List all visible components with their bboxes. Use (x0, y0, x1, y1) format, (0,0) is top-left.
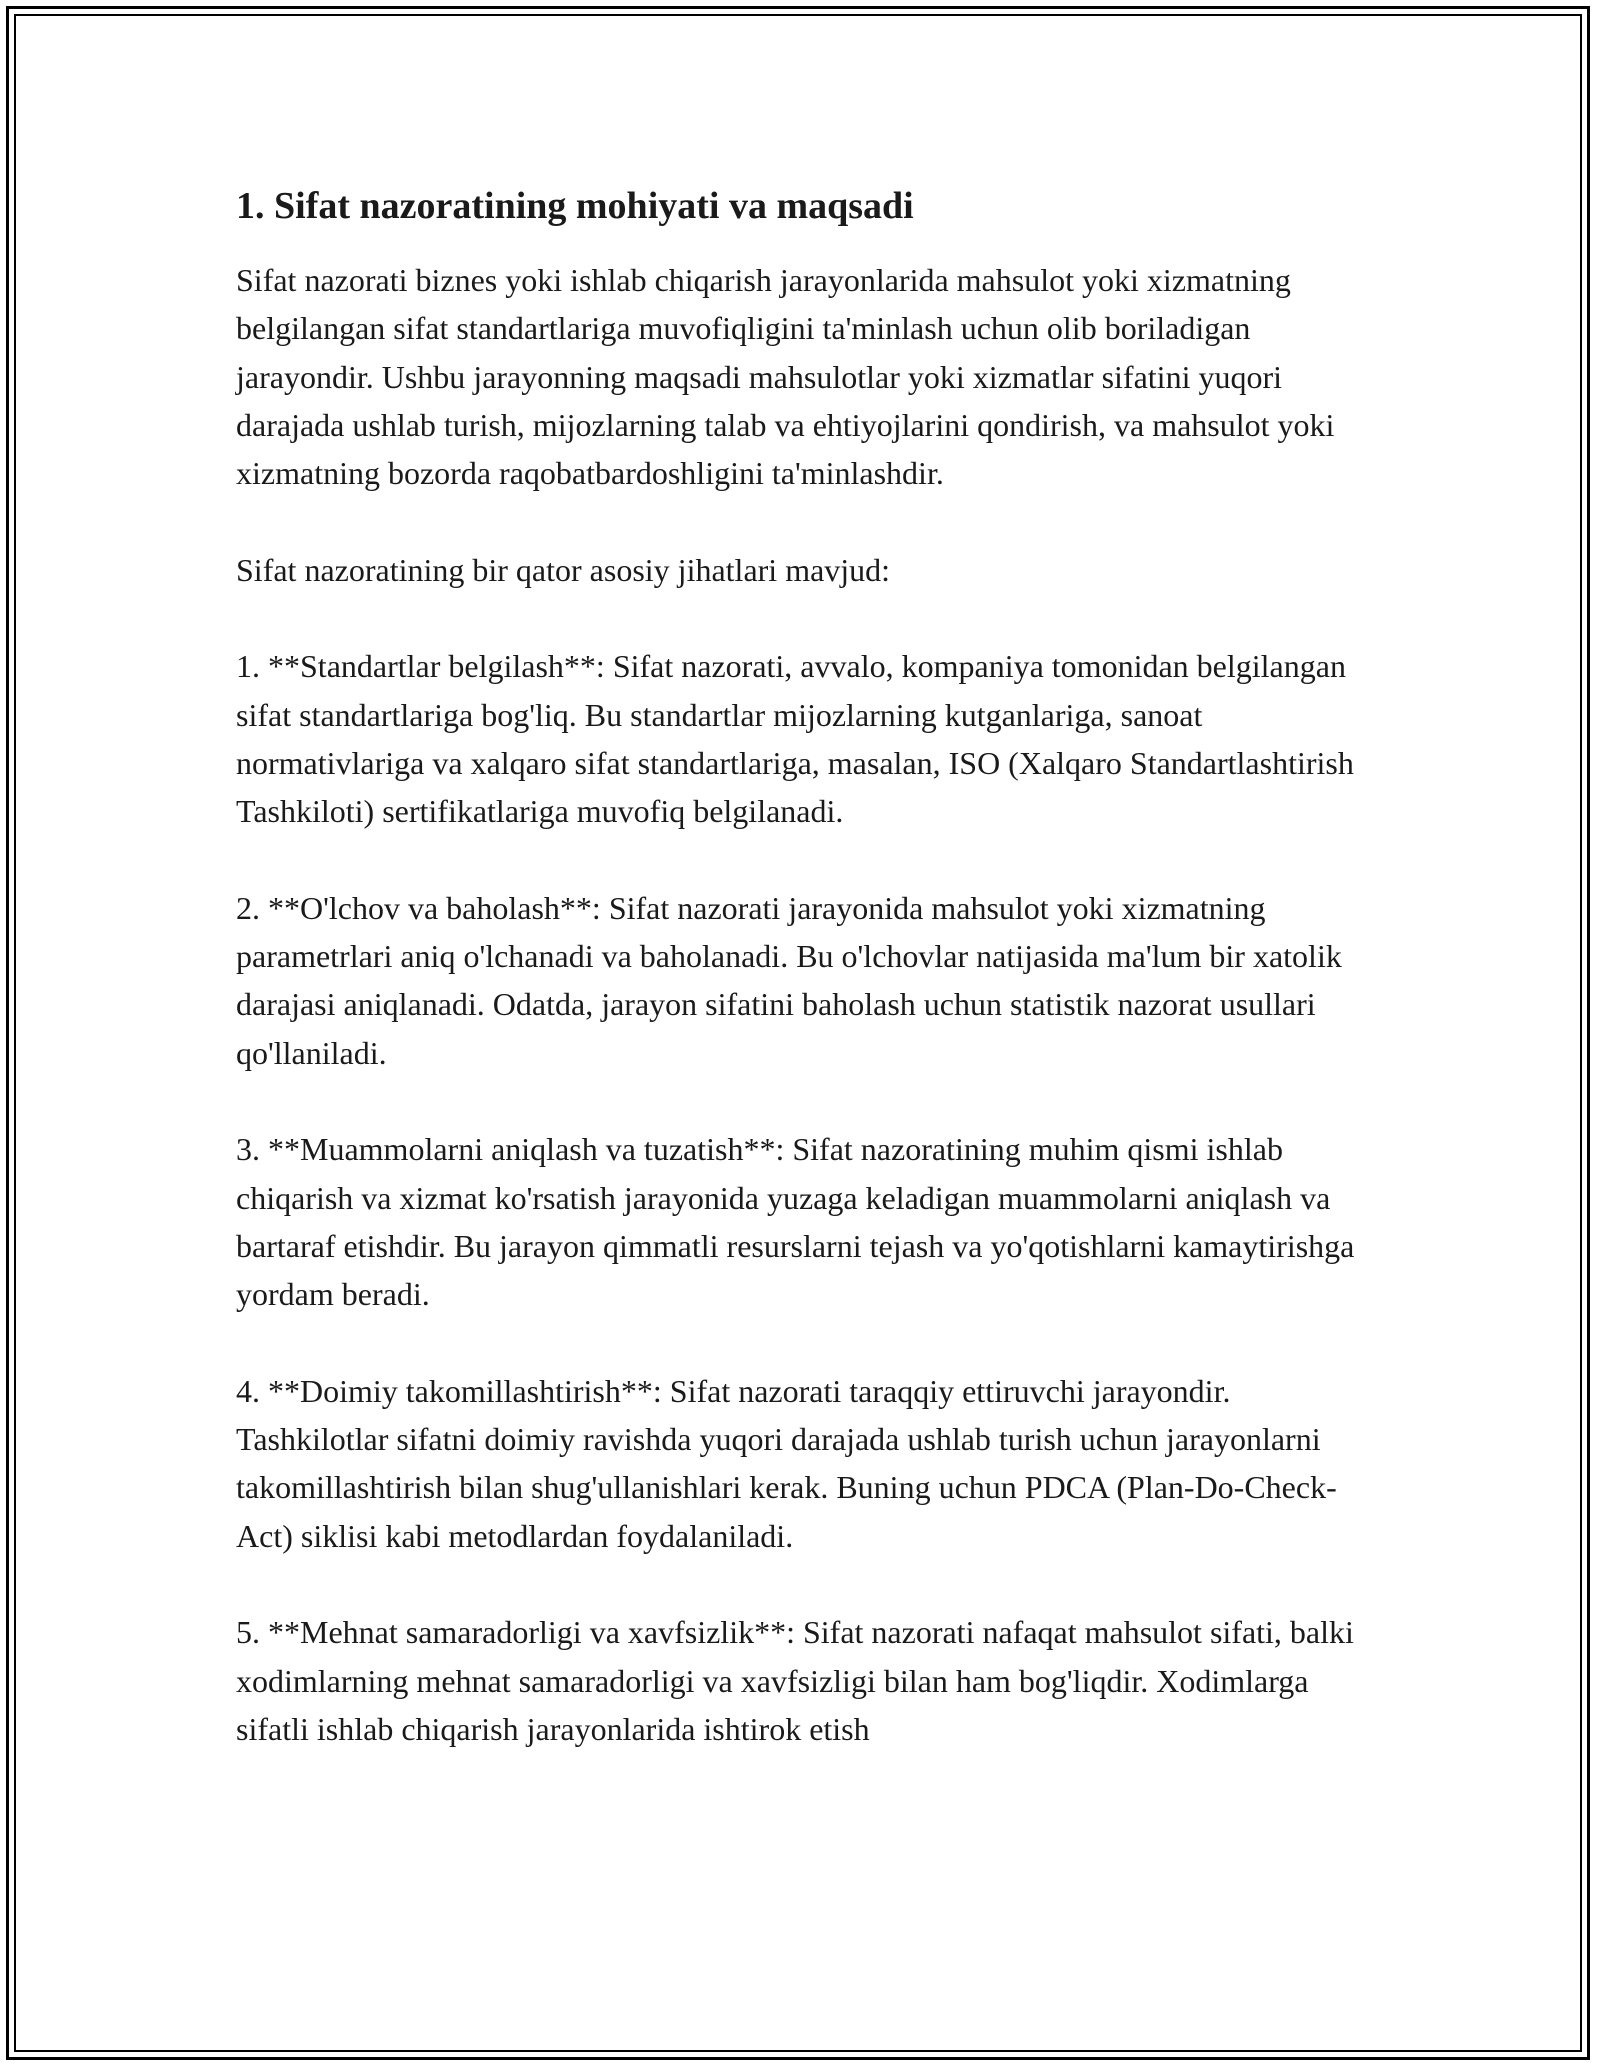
document-body (236, 182, 1376, 1753)
paragraph-aspects-lead: Sifat nazoratining bir qator asosiy jihatlari mavjud: (236, 551, 891, 588)
paragraph-item-measurement: 2. **O'lchov va baholash**: Sifat nazorati jarayonida mahsulot yoki xizmatning parametrlari aniq o'lchanadi va baholanadi. Bu o'lchovlar natijasida ma'lum bir xatolik darajasi aniqlanadi. Odatda, jarayon sifatini baholash uchun statistik nazorat usullari qo'llaniladi. (236, 889, 1342, 1071)
paragraph-item-improvement: 4. **Doimiy takomillashtirish**: Sifat nazorati taraqqiy ettiruvchi jarayondir. Tashkilotlar sifatni doimiy ravishda yuqori darajada ushlab turish uchun jarayonlarni takomillashtirish bilan shug'ullanishlari kerak. Buning uchun PDCA (Plan-Do-Check-Act) siklisi kabi metodlardan foydalaniladi. (236, 1372, 1337, 1554)
paragraph-intro: Sifat nazorati biznes yoki ishlab chiqarish jarayonlarida mahsulot yoki xizmatning belgilangan sifat standartlariga muvofiqligini ta'minlash uchun olib boriladigan jarayondir. Ushbu jarayonning maqsadi mahsulotlar yoki xizmatlar sifatini yuqori darajada ushlab turish, mijozlarning talab va ehtiyojlarini qondirish, va mahsulot yoki xizmatning bozorda raqobatbardoshligini ta'minlashdir. (236, 262, 1335, 492)
paragraph-item-productivity: 5. **Mehnat samaradorligi va xavfsizlik**: Sifat nazorati nafaqat mahsulot sifati, balki xodimlarning mehnat samaradorligi va xavfsizligi bilan ham bog'liqdir. Xodimlarga sifatli ishlab chiqarish jarayonlarida ishtirok etish (236, 1614, 1354, 1747)
section-title: 1. Sifat nazoratining mohiyati va maqsadi (236, 185, 914, 227)
paragraph-item-problems: 3. **Muammolarni aniqlash va tuzatish**: Sifat nazoratining muhim qismi ishlab chiqarish va xizmat ko'rsatish jarayonida yuzaga keladigan muammolarni aniqlash va bartaraf etishdir. Bu jarayon qimmatli resurslarni tejash va yo'qotishlarni kamaytirishga yordam beradi. (236, 1131, 1355, 1313)
paragraph-item-standards: 1. **Standartlar belgilash**: Sifat nazorati, avvalo, kompaniya tomonidan belgilangan sifat standartlariga bog'liq. Bu standartlar mijozlarning kutganlariga, sanoat normativlariga va xalqaro sifat standartlariga, masalan, ISO (Xalqaro Standartlashtirish Tashkiloti) sertifikatlariga muvofiq belgilanadi. (236, 648, 1354, 830)
